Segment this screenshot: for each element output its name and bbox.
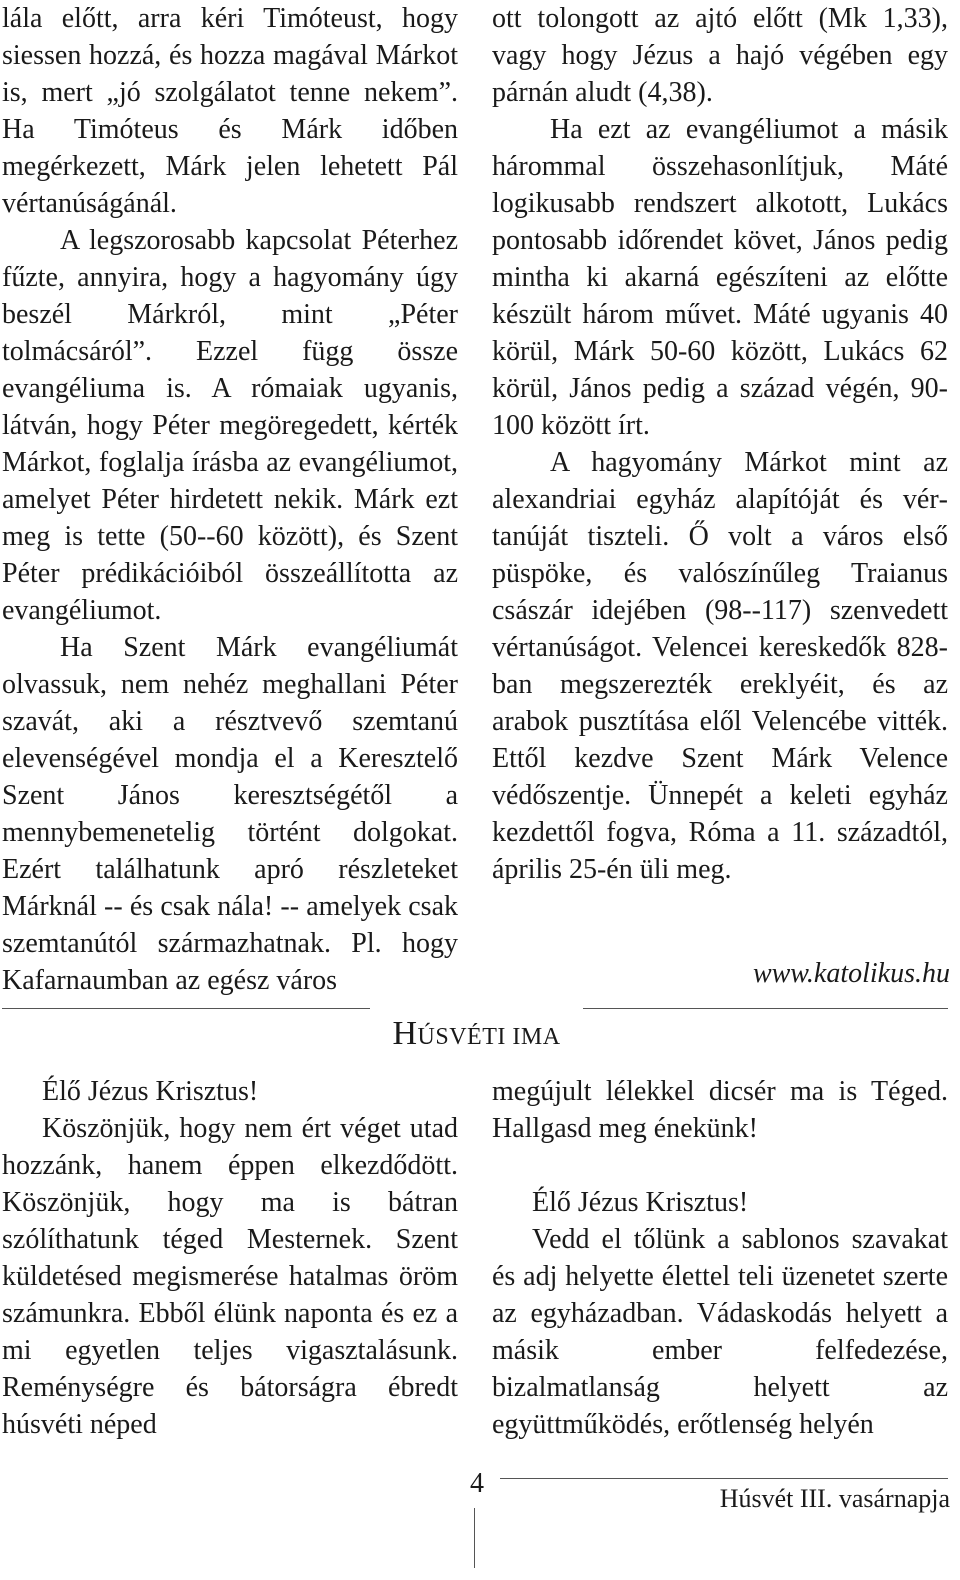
paragraph: A legszorosabb kapcsolat Péterhez fűzte, annyira, hogy a hagyomány úgy beszél Márkról, mint „Péter tolmácsáról”. Ezzel függ össze evangéliuma is. A rómaiak ugyanis, látván, hogy Péter megöregedett, kérték Márkot, foglalja írásba az evangéliumot, amelyet Péter hirdetett nekik. Márk ezt meg is tette (50--60 között), és Szent Péter prédikációiból összeállította az evangéliumot. [2, 225, 458, 626]
prayer-right-column [492, 1073, 948, 1443]
section-title-rest: ÚSVÉTI IMA [417, 1024, 561, 1050]
paragraph: Ha ezt az evangéliumot a másik hárommal összehasonlítjuk, Máté logikusabb rendszert alkotott, Lukács pontosabb időrendet követ, János pedig mintha ki akarná egészíteni az előtte készült három művet. Máté ugyanis 40 körül, Márk 50-60 között, Lukács 62 körül, János pedig a század végén, 90-100 között írt. [492, 114, 948, 441]
paragraph: Köszönjük, hogy nem ért véget utad hozzánk, hanem éppen elkezdődött. Köszönjük, hogy ma is bátran szólíthatunk téged Mesternek. Szent küldetésed megismerése hatalmas öröm számunkra. Ebből élünk naponta és ez a mi egyetlen teljes vigasztalásunk. Reménységre és bátorságra ébredt húsvéti néped [2, 1113, 458, 1440]
running-title: Húsvét III. vasárnapja [719, 1484, 950, 1513]
section-divider-right [583, 1008, 948, 1009]
footer-divider [500, 1478, 948, 1479]
section-title [370, 1015, 583, 1053]
footer-vertical-divider [474, 1508, 475, 1568]
paragraph: megújult lélekkel dicsér ma is Téged. Hallgasd meg énekünk! [492, 1076, 948, 1144]
article-right-column [492, 0, 948, 888]
paragraph-spacer [492, 1147, 948, 1184]
section-divider-left [2, 1008, 370, 1009]
source-link: www.katolikus.hu [752, 958, 950, 989]
paragraph: lála előtt, arra kéri Timóteust, hogy siessen hozzá, és hozza magával Márkot is, mert „jó szolgálatot tenne nekem”. Ha Timóteus és Márk időben megérkezett, Márk jelen lehetett Pál vértanúságánál. [2, 3, 458, 219]
prayer-left-column [2, 1073, 458, 1443]
section-title-initial: H [392, 1015, 418, 1052]
paragraph: Vedd el tőlünk a sablonos szavakat és adj helyette élettel teli üzenetet szerte az egyházadban. Vádaskodás helyett a másik ember felfedezése, bizalmatlanság helyett az együttműködés, erőtlenség helyén [492, 1224, 948, 1440]
paragraph: A hagyomány Márkot mint az alexandriai egyház alapítóját és vértanúját tiszteli. Ő volt a város első püspöke, és valószínűleg Traianus császár idejében (98--117) szenvedett vértanúságot. Velencei kereskedők 828-ban megszerezték ereklyéit, és az arabok pusztítása elől Velencébe vitték. Ettől kezdve Szent Márk Velence védőszentje. Ünnepét a keleti egyház kezdettől fogva, Róma a 11. századtól, április 25-én üli meg. [492, 447, 948, 885]
page-number: 4 [470, 1468, 484, 1499]
prayer-salutation: Élő Jézus Krisztus! [532, 1187, 749, 1218]
paragraph: Ha Szent Márk evangéliumát olvassuk, nem nehéz meghallani Péter szavát, aki a résztvevő szemtanú elevenségével mondja el a Keresztelő Szent János keresztségétől a mennybemenetelig történt dolgokat. Ezért találhatunk apró részleteket Márknál -- és csak nála! -- amelyek csak szemtanútól származhatnak. Pl. hogy Kafarnaumban az egész város [2, 632, 458, 996]
article-left-column [2, 0, 458, 999]
paragraph: ott tolongott az ajtó előtt (Mk 1,33), vagy hogy Jézus a hajó végében egy párnán aludt (4,38). [492, 3, 948, 108]
prayer-salutation: Élő Jézus Krisztus! [42, 1076, 259, 1107]
